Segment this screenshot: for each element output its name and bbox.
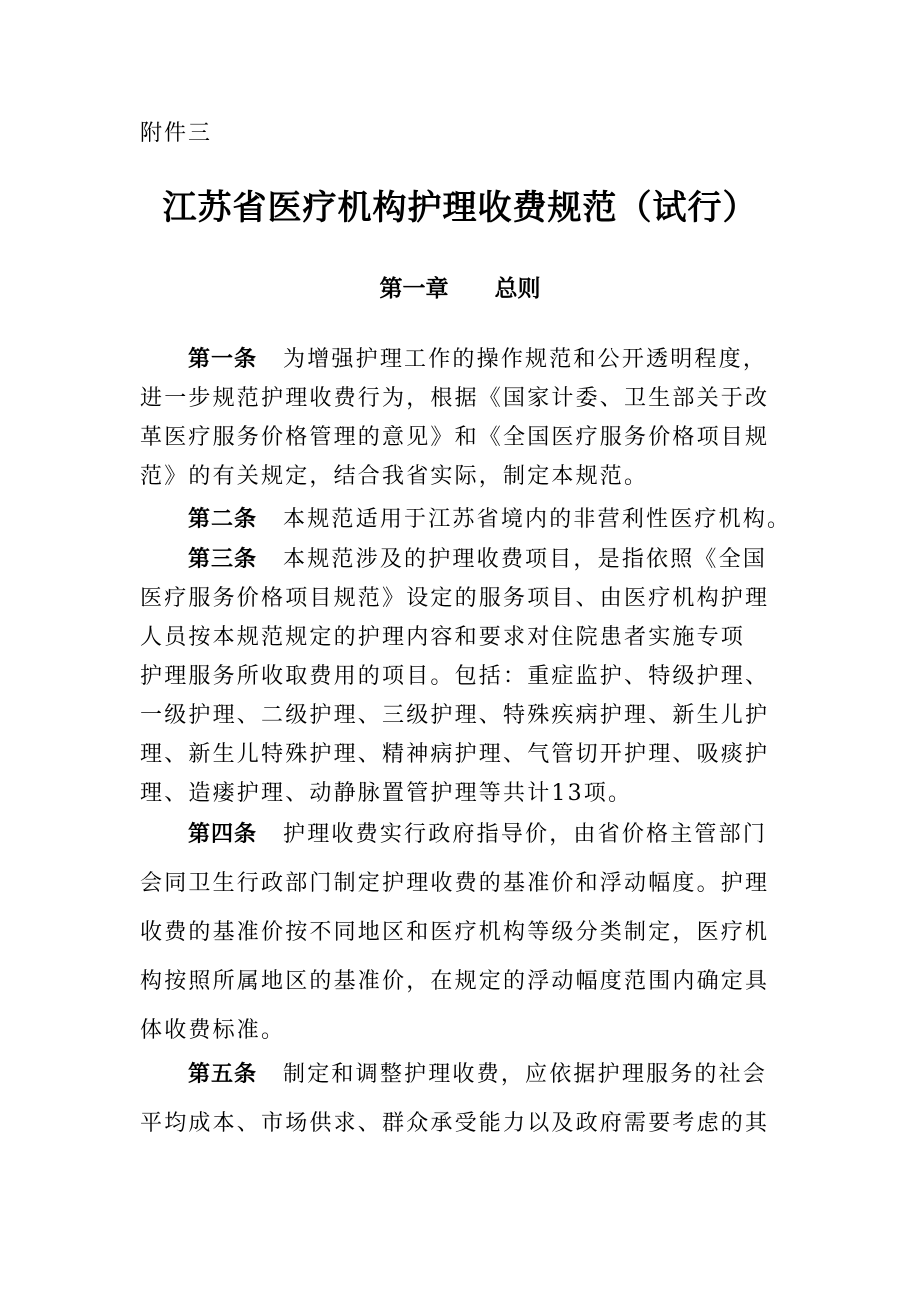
article-line — [140, 500, 792, 539]
article-line: 进一步规范护理收费行为，根据《国家计委、卫生部关于改 — [140, 386, 770, 411]
article-line: 收费的基准价按不同地区和医疗机构等级分类制定，医疗机 — [140, 920, 770, 945]
article-line: 会同卫生行政部门制定护理收费的基准价和浮动幅度。护理 — [140, 871, 770, 896]
article-line: 平均成本、市场供求、群众承受能力以及政府需要考虑的其 — [140, 1111, 770, 1136]
attachment-label: 附件三 — [140, 121, 213, 146]
article-line: 革医疗服务价格管理的意见》和《全国医疗服务价格项目规 — [140, 425, 770, 450]
article-5 — [140, 1050, 780, 1148]
article-label: 第四条 — [188, 822, 258, 847]
article-4 — [140, 810, 780, 1055]
article-2 — [140, 500, 792, 539]
article-line — [140, 540, 780, 579]
article-label: 第二条 — [188, 507, 258, 532]
article-line: 人员按本规范规定的护理内容和要求对住院患者实施专项 — [140, 625, 746, 650]
article-line: 体收费标准。 — [140, 1018, 286, 1043]
article-text: 护理收费实行政府指导价，由省价格主管部门 — [283, 822, 768, 847]
chapter-number: 第一章 — [379, 276, 449, 302]
article-text: 本规范适用于江苏省境内的非营利性医疗机构。 — [283, 507, 792, 532]
article-text: 本规范涉及的护理收费项目，是指依照《全国 — [283, 547, 768, 572]
article-text: 为增强护理工作的操作规范和公开透明程度， — [283, 347, 768, 372]
article-1 — [140, 340, 780, 496]
article-line: 理、造瘘护理、动静脉置管护理等共计13项。 — [140, 781, 633, 806]
article-3 — [140, 540, 780, 813]
article-line: 护理服务所收取费用的项目。包括：重症监护、特级护理、 — [140, 664, 770, 689]
article-label: 第五条 — [188, 1062, 258, 1087]
article-line — [140, 1050, 780, 1099]
article-line — [140, 340, 780, 379]
chapter-heading — [0, 272, 920, 306]
article-line: 医疗服务价格项目规范》设定的服务项目、由医疗机构护理 — [140, 586, 770, 611]
article-label: 第三条 — [188, 547, 258, 572]
article-line — [140, 810, 780, 859]
article-text: 制定和调整护理收费，应依据护理服务的社会 — [283, 1062, 768, 1087]
document-title: 江苏省医疗机构护理收费规范（试行） — [162, 188, 758, 228]
article-line: 一级护理、二级护理、三级护理、特殊疾病护理、新生儿护 — [140, 703, 770, 728]
article-line: 理、新生儿特殊护理、精神病护理、气管切开护理、吸痰护 — [140, 742, 770, 767]
article-line: 构按照所属地区的基准价，在规定的浮动幅度范围内确定具 — [140, 969, 770, 994]
article-line: 范》的有关规定，结合我省实际，制定本规范。 — [140, 464, 649, 489]
chapter-name: 总则 — [494, 276, 541, 302]
article-label: 第一条 — [188, 347, 258, 372]
